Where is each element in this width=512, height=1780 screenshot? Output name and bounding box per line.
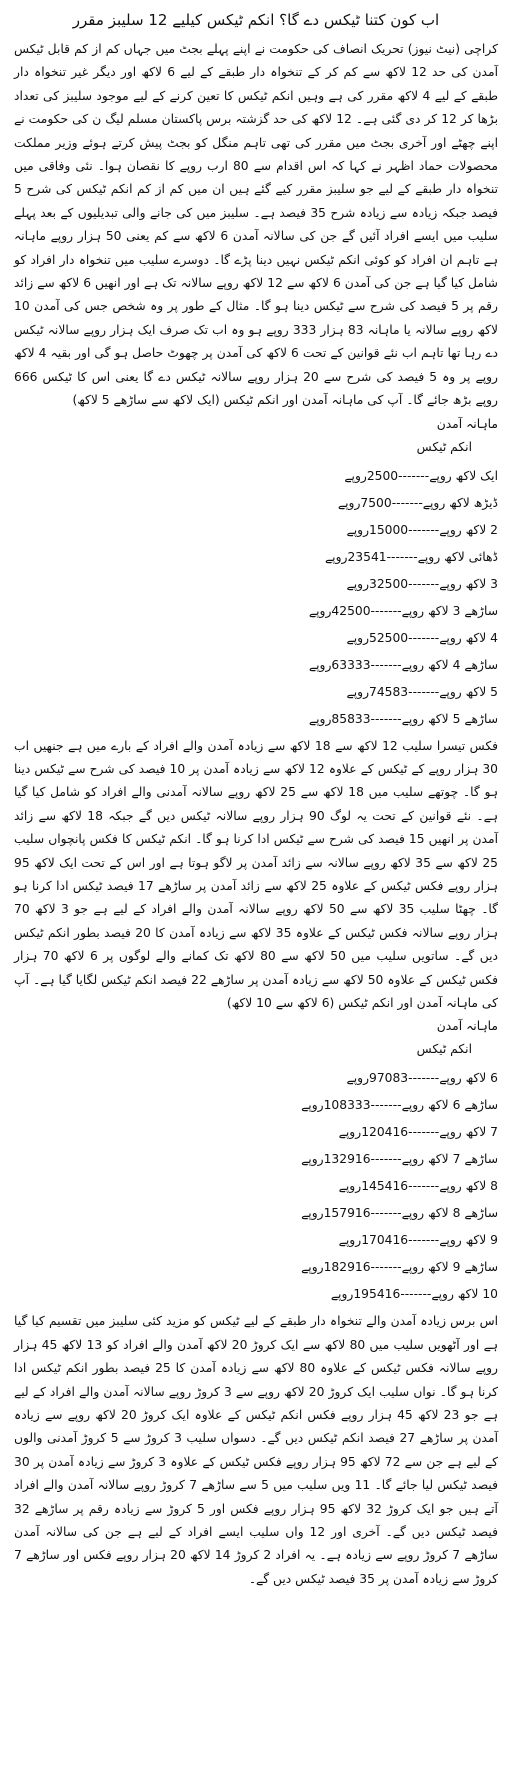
- row-tax: 157916: [323, 1206, 371, 1221]
- row-dash: -------: [408, 1179, 440, 1194]
- row-income: ساڑھے 5 لاکھ روپے: [401, 711, 498, 726]
- row-income: ڈھائی لاکھ روپے: [417, 549, 498, 564]
- row-unit: روپے: [344, 468, 367, 483]
- row-dash: -------: [400, 1287, 432, 1302]
- row-tax: 182916: [323, 1260, 371, 1275]
- table-row: [14, 1200, 498, 1227]
- row-dash: -------: [408, 684, 440, 699]
- row-unit: روپے: [301, 1260, 324, 1275]
- row-income: 8 لاکھ روپے: [439, 1179, 498, 1194]
- row-tax: 97083: [369, 1071, 409, 1086]
- row-tax: 52500: [369, 630, 409, 645]
- row-unit: روپے: [301, 1098, 324, 1113]
- row-income: ساڑھے 4 لاکھ روپے: [401, 657, 498, 672]
- table-row: [14, 1119, 498, 1146]
- row-unit: روپے: [301, 1206, 324, 1221]
- row-unit: روپے: [346, 1071, 370, 1086]
- row-income: 7 لاکھ روپے: [439, 1125, 498, 1140]
- article-paragraph-3: اس برس زیادہ آمدن والے تنخواہ دار طبقے کے لیے ٹیکس کو مزید کئی سلیبز میں تقسیم کیا گیا ہے اور آٹھویں سلیب میں 80 لاکھ سے ایک کروڑ 20 لاکھ آمدن والے افراد کو 13 لاکھ 45 ہزار روپے سالانہ فکس ٹیکس کے علاوہ 80 لاکھ سے زیادہ آمدن کا 25 فیصد بطور انکم ٹیکس ادا کرنا ہو گا۔ نواں سلیب ایک کروڑ 20 لاکھ روپے سے 3 کروڑ روپے سالانہ آمدن والے افراد کے لیے ہے جو 23 لاکھ 45 ہزار روپے فکس انکم ٹیکس کے علاوہ ایک کروڑ 20 لاکھ روپے سے زیادہ آمدن پر ساڑھے 27 فیصد انکم ٹیکس دیں گے۔ دسواں سلیب 3 کروڑ سے 5 کروڑ آمدنی والوں کے لیے ہے جن سے 72 لاکھ 95 ہزار روپے فکس ٹیکس کے علاوہ 3 کروڑ سے زیادہ آمدن پر 30 فیصد ٹیکس لیا جائے گا۔ 11 ویں سلیب میں 5 سے ساڑھے 7 کروڑ روپے سالانہ آمدن والے افراد آتے ہیں جو ایک کروڑ 32 لاکھ 95 ہزار روپے فکس اور 5 کروڑ سے زیادہ رقم پر ساڑھے 32 فیصد ٹیکس دیں گے۔ آخری اور 12 واں سلیب ایسے افراد کے لیے ہے جن کی سالانہ آمدن ساڑھے 7 کروڑ روپے سے زیادہ ہے۔ یہ افراد 2 کروڑ 14 لاکھ 20 ہزار روپے فکس اور ساڑھے 7 کروڑ سے زیادہ آمدن پر 35 فیصد ٹیکس دیں گے۔: [14, 1314, 499, 1586]
- row-dash: -------: [408, 1071, 440, 1086]
- table1-header-income: ماہانہ آمدن: [436, 416, 498, 431]
- row-dash: -------: [370, 603, 402, 618]
- row-unit: روپے: [308, 657, 332, 672]
- row-dash: -------: [408, 1233, 440, 1248]
- row-tax: 195416: [353, 1287, 401, 1302]
- row-unit: روپے: [324, 549, 348, 564]
- row-income: ساڑھے 9 لاکھ روپے: [401, 1260, 498, 1275]
- row-tax: 108333: [323, 1098, 371, 1113]
- row-tax: 42500: [331, 603, 371, 618]
- row-unit: روپے: [301, 1152, 324, 1167]
- row-income: ساڑھے 7 لاکھ روپے: [401, 1152, 498, 1167]
- table-row: [14, 1254, 498, 1281]
- table-row: [14, 598, 498, 625]
- table-row: [14, 625, 498, 652]
- table-row: [14, 706, 498, 733]
- row-dash: -------: [386, 549, 418, 564]
- table1-header: [14, 413, 498, 459]
- row-income: 3 لاکھ روپے: [439, 576, 498, 591]
- row-income: 6 لاکھ روپے: [439, 1071, 498, 1086]
- row-income: 9 لاکھ روپے: [439, 1233, 498, 1248]
- row-dash: -------: [408, 1125, 440, 1140]
- row-income: ایک لاکھ روپے: [429, 468, 498, 483]
- table-row: [14, 1281, 498, 1308]
- row-income: 4 لاکھ روپے: [439, 630, 498, 645]
- row-dash: -------: [408, 630, 440, 645]
- row-unit: روپے: [338, 1179, 362, 1194]
- row-income: 5 لاکھ روپے: [439, 684, 498, 699]
- table-row: [14, 1227, 498, 1254]
- row-unit: روپے: [308, 603, 332, 618]
- row-dash: -------: [408, 522, 440, 537]
- table-row: [14, 1065, 498, 1092]
- row-income: ساڑھے 3 لاکھ روپے: [401, 603, 498, 618]
- row-unit: روپے: [330, 1287, 354, 1302]
- table-row: [14, 1092, 498, 1119]
- row-tax: 85833: [331, 711, 371, 726]
- row-tax: 120416: [361, 1125, 409, 1140]
- table2-header: [14, 1015, 498, 1061]
- row-unit: روپے: [337, 495, 361, 510]
- row-income: ساڑھے 8 لاکھ روپے: [401, 1206, 498, 1221]
- table-row: [14, 1173, 498, 1200]
- row-unit: روپے: [308, 711, 332, 726]
- row-dash: -------: [370, 1152, 402, 1167]
- row-dash: -------: [370, 657, 402, 672]
- table1-header-tax: انکم ٹیکس: [416, 439, 472, 454]
- table2-header-tax: انکم ٹیکس: [416, 1042, 472, 1057]
- row-tax: 2500: [366, 468, 399, 483]
- row-unit: روپے: [346, 522, 370, 537]
- table-row: [14, 679, 498, 706]
- row-tax: 7500: [360, 495, 392, 510]
- row-tax: 170416: [361, 1233, 409, 1248]
- table-row: [14, 571, 498, 598]
- table-row: [14, 1146, 498, 1173]
- row-dash: -------: [370, 1206, 402, 1221]
- table-row: [14, 490, 498, 517]
- table-row: [14, 544, 498, 571]
- row-dash: -------: [408, 576, 440, 591]
- table2-header-income: ماہانہ آمدن: [436, 1019, 498, 1034]
- row-tax: 15000: [369, 522, 409, 537]
- row-tax: 23541: [347, 549, 387, 564]
- row-tax: 63333: [331, 657, 371, 672]
- row-unit: روپے: [346, 576, 370, 591]
- table1-rows: [14, 463, 498, 733]
- row-unit: روپے: [346, 630, 370, 645]
- article-headline: اب کون کتنا ٹیکس دے گا؟ انکم ٹیکس کیلیے 12 سلیبز مقرر: [72, 11, 440, 29]
- row-income: 2 لاکھ روپے: [439, 522, 498, 537]
- table-row: [14, 463, 498, 490]
- row-tax: 74583: [369, 684, 409, 699]
- row-dash: -------: [370, 1260, 402, 1275]
- table2-rows: [14, 1065, 498, 1308]
- row-dash: -------: [398, 468, 430, 483]
- table-row: [14, 517, 498, 544]
- row-income: 10 لاکھ روپے: [431, 1287, 498, 1302]
- row-tax: 132916: [323, 1152, 371, 1167]
- row-dash: -------: [370, 1098, 402, 1113]
- row-unit: روپے: [338, 1125, 362, 1140]
- row-income: ڈیڑھ لاکھ روپے: [422, 495, 498, 510]
- row-unit: روپے: [338, 1233, 362, 1248]
- row-dash: -------: [391, 495, 423, 510]
- article-paragraph-1: کراچی (نیٹ نیوز) تحریک انصاف کی حکومت نے اپنے پہلے بجٹ میں جہاں کم از کم قابل ٹیکس آمدن کی حد 12 لاکھ سے کم کر کے تنخواہ دار طبقے کے لیے 6 لاکھ اور دیگر غیر تنخواہ دار طبقے کے لیے 4 لاکھ مقرر کی ہے وہیں انکم ٹیکس کا تعین کرنے کے لیے موجود سلیبز کی تعداد بڑھا کر 12 کر دی گئی ہے۔ 12 لاکھ کی حد گزشتہ برس پاکستان مسلم لیگ ن کی حکومت نے اپنے چھٹے اور آخری بجٹ میں مقرر کی تھی تاہم منگل کو بجٹ پیش کرتے ہوئے وزیر مملکت محصولات حماد اظہر نے کہا کہ اس اقدام سے 80 ارب روپے کا نقصان ہوا۔ نئی وفاقی میں تنخواہ دار طبقے کے لیے جو سلیبز مقرر کیے گئے ہیں ان میں کم از کم انکم ٹیکس کی شرح 5 فیصد جبکہ زیادہ سے زیادہ شرح 35 فیصد ہے۔ سلیبز میں کی جانے والی تبدیلیوں کے بعد پہلے سلیب میں ایسے افراد آئیں گے جن کی سالانہ آمدن 6 لاکھ سے کم یعنی 50 ہزار روپے ماہانہ ہے تاہم ان افراد کو کوئی انکم ٹیکس نہیں دینا پڑے گا۔ دوسرے سلیب میں تنخواہ دار افراد کو شامل کیا گیا ہے جن کی آمدن 6 لاکھ سے 12 لاکھ روپے سالانہ تک ہے اور انھیں 6 لاکھ سے زائد رقم پر 5 فیصد کی شرح سے ٹیکس دینا ہو گا۔ مثال کے طور پر وہ شخص جس کی آمدن 10 لاکھ روپے سالانہ یا ماہانہ 83 ہزار 333 روپے ہو وہ اب تک صرف ایک ہزار روپے سالانہ ٹیکس دے رہا تھا تاہم اب نئے قوانین کے تحت 6 لاکھ کی آمدن پر چھوٹ حاصل ہو گی اور بقیہ 4 لاکھ روپے پر وہ 5 فیصد کی شرح سے 20 ہزار روپے سالانہ ٹیکس دے گا یعنی اس کا ٹیکس 666 روپے بڑھ جائے گا۔ آپ کی ماہانہ آمدن اور انکم ٹیکس (ایک لاکھ سے ساڑھے 5 لاکھ): [14, 42, 499, 408]
- table-row: [14, 652, 498, 679]
- row-dash: -------: [370, 711, 402, 726]
- row-unit: روپے: [346, 684, 370, 699]
- row-tax: 32500: [369, 576, 409, 591]
- row-income: ساڑھے 6 لاکھ روپے: [401, 1098, 498, 1113]
- article-paragraph-2: فکس تیسرا سلیب 12 لاکھ سے 18 لاکھ سے زیادہ آمدن والے افراد کے بارے میں ہے جنھیں اب 30 ہزار روپے کے ٹیکس کے علاوہ 12 لاکھ سے زیادہ آمدن پر 10 فیصد کی شرح سے ٹیکس دینا ہو گا۔ چوتھے سلیب میں 18 لاکھ سے 25 لاکھ روپے سالانہ آمدنی والے افراد کو شامل کیا گیا ہے۔ نئے قوانین کے تحت یہ لوگ 90 ہزار روپے سالانہ ٹیکس دیں گے جبکہ 18 لاکھ سے زائد آمدن پر انھیں 15 فیصد کی شرح سے ٹیکس ادا کرنا ہو گا۔ انکم ٹیکس کا فکس پانچواں سلیب 25 لاکھ سے 35 لاکھ روپے سالانہ سے زائد آمدن پر لاگو ہوتا ہے اور اس کے تحت ایک لاکھ 95 ہزار روپے فکس ٹیکس کے علاوہ 25 لاکھ سے زائد آمدن پر ساڑھے 17 فیصد ٹیکس ادا کرنا ہو گا۔ چھٹا سلیب 35 لاکھ سے 50 لاکھ روپے سالانہ آمدن والے افراد کے لیے ہے جو 3 لاکھ 70 ہزار روپے سالانہ فکس ٹیکس کے علاوہ 35 لاکھ سے زیادہ آمدن کا 20 فیصد بطور انکم ٹیکس دیں گے۔ ساتویں سلیب میں 50 لاکھ سے 80 لاکھ تک کمانے والے لوگوں پر 6 لاکھ 70 ہزار فکس ٹیکس کے علاوہ 50 لاکھ سے زیادہ آمدن پر ساڑھے 22 فیصد انکم ٹیکس لگایا گیا ہے۔ آپ کی ماہانہ آمدن اور انکم ٹیکس (6 لاکھ سے 10 لاکھ): [14, 738, 499, 1010]
- row-tax: 145416: [361, 1179, 409, 1194]
